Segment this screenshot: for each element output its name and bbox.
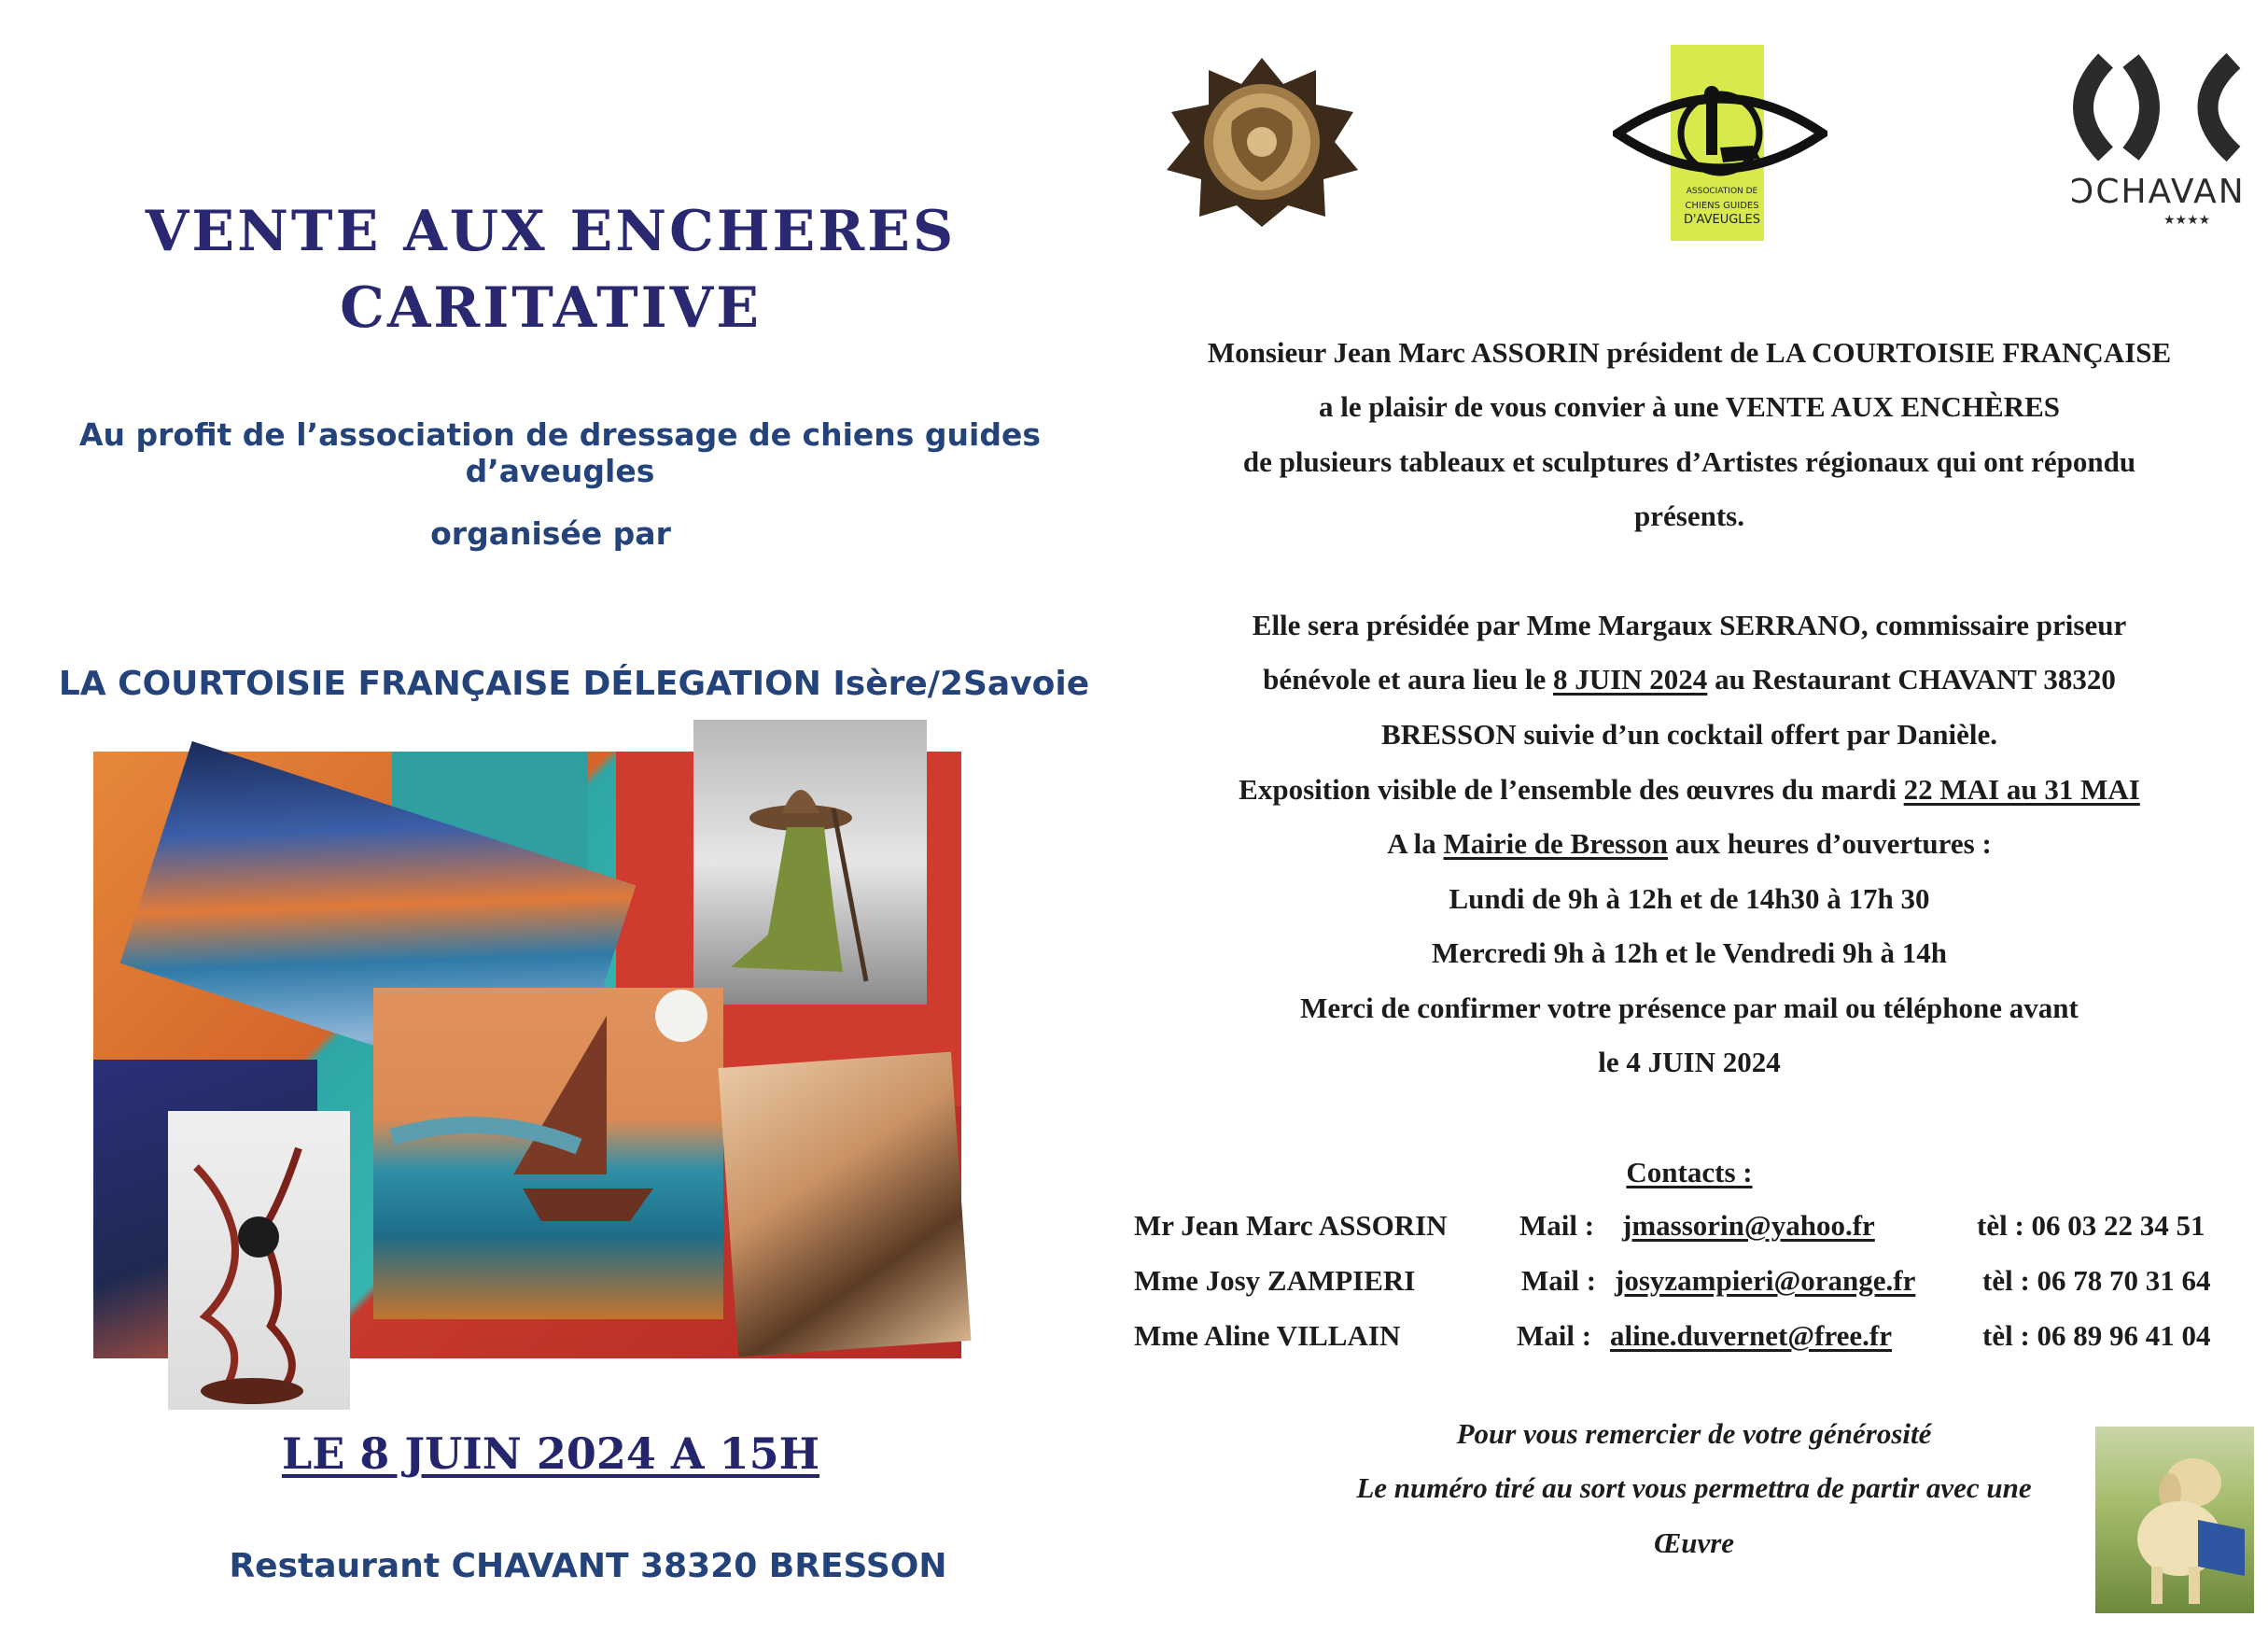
chavant-name: ↃCHAVAN <box>2070 173 2246 211</box>
exhibition-text: Exposition visible de l’ensemble des œuvres du mardi <box>1239 773 1904 806</box>
artwork-collage <box>93 752 961 1358</box>
contact-name: Mme Aline VILLAIN <box>1134 1319 1401 1352</box>
mail-label: Mail : <box>1521 1264 1597 1297</box>
title-line-2: CARITATIVE <box>340 275 762 341</box>
guide-dog-association-logo <box>1613 45 1827 241</box>
exhibition-place-line <box>1111 827 2268 861</box>
contacts-heading: Contacts : <box>1626 1156 1753 1188</box>
exhibition-dates: 22 MAI au 31 MAI <box>1903 773 2140 806</box>
opening-hours-2: Mercredi 9h à 12h et le Vendredi 9h à 14h <box>1432 936 1947 969</box>
invitation-line-2: a le plaisir de vous convier à une VENTE AUX ENCHÈRES <box>1318 390 2061 423</box>
wire-figure-icon <box>168 1111 350 1410</box>
title-line-1: VENTE AUX ENCHERES <box>145 199 957 264</box>
eye-dog-icon <box>1613 82 1827 185</box>
thanks-line-2: Le numéro tiré au sort vous permettra de partir avec une <box>1356 1471 2032 1504</box>
presided-line: Elle sera présidée par Mme Margaux SERRANO, commissaire priseur <box>1252 609 2127 641</box>
contact-email-link[interactable]: josyzampieri@orange.fr <box>1615 1264 1916 1297</box>
thanks-line-3: Œuvre <box>1653 1526 1735 1559</box>
courtoisie-francaise-emblem <box>1157 56 1367 229</box>
sailboat-icon <box>373 988 723 1319</box>
artwork-wire-sculpture <box>168 1111 350 1410</box>
date-venue-text-a: bénévole et aura lieu le <box>1263 663 1553 696</box>
thanks-line-1: Pour vous remercier de votre générosité <box>1456 1417 1932 1450</box>
invitation-line-4: présents. <box>1634 499 1744 532</box>
event-date-heading: LE 8 JUIN 2024 A 15H <box>281 1428 820 1479</box>
chavant-stars: ★★★★ <box>2163 213 2211 228</box>
date-venue-text-b: au Restaurant CHAVANT 38320 <box>1707 663 2116 696</box>
organised-by: organisée par <box>430 515 671 552</box>
guide-dog-logo-text-3: D'AVEUGLES <box>1683 213 1761 227</box>
exhibition-place-b: aux heures d’ouvertures : <box>1668 827 1992 860</box>
chavant-monogram-icon <box>2070 51 2268 163</box>
exhibition-place: Mairie de Bresson <box>1443 827 1669 860</box>
contact-name: Mme Josy ZAMPIERI <box>1134 1264 1416 1297</box>
subtitle: Au profit de l’association de dressage de chiens guides d’aveugles <box>78 416 1041 489</box>
pilgrim-figure-icon <box>693 720 927 1005</box>
confirm-line-2: le 4 JUIN 2024 <box>1598 1046 1781 1078</box>
puppy-icon <box>2095 1427 2254 1613</box>
guide-dog-puppy-photo <box>2095 1427 2254 1613</box>
date-venue-line <box>1111 663 2268 696</box>
invitation-line-1: Monsieur Jean Marc ASSORIN président de LA COURTOISIE FRANÇAISE <box>1207 336 2172 369</box>
artwork-hand-painting <box>718 1052 971 1357</box>
invitation-line-3: de plusieurs tableaux et sculptures d’Artistes régionaux qui ont répondu <box>1242 445 2136 478</box>
mail-label: Mail : <box>1519 1209 1595 1242</box>
mail-label: Mail : <box>1517 1319 1592 1352</box>
venue: Restaurant CHAVANT 38320 BRESSON <box>229 1547 947 1585</box>
contact-phone: tèl : 06 89 96 41 04 <box>1982 1319 2211 1352</box>
contact-name: Mr Jean Marc ASSORIN <box>1134 1209 1448 1242</box>
opening-hours-1: Lundi de 9h à 12h et de 14h30 à 17h 30 <box>1449 882 1930 915</box>
artwork-boat-painting <box>373 988 723 1319</box>
guide-dog-logo-text-1: ASSOCIATION DE <box>1686 187 1758 196</box>
auction-date: 8 JUIN 2024 <box>1552 663 1708 696</box>
exhibition-line <box>1111 773 2268 807</box>
organiser-name: LA COURTOISIE FRANÇAISE DÉLEGATION Isère/2Savoie <box>58 665 1090 703</box>
chavant-logo <box>2070 51 2268 238</box>
cocktail-line: BRESSON suivie d’un cocktail offert par Danièle. <box>1381 718 1997 751</box>
contact-email-link[interactable]: aline.duvernet@free.fr <box>1610 1319 1893 1352</box>
exhibition-place-a: A la <box>1387 827 1444 860</box>
contact-phone: tèl : 06 03 22 34 51 <box>1977 1209 2205 1242</box>
guide-dog-logo-text-2: CHIENS GUIDES <box>1685 201 1759 211</box>
contact-phone: tèl : 06 78 70 31 64 <box>1982 1264 2211 1297</box>
emblem-icon <box>1157 56 1367 229</box>
artwork-pilgrim-sculpture <box>693 720 927 1005</box>
contact-email-link[interactable]: jmassorin@yahoo.fr <box>1622 1209 1875 1242</box>
confirm-line-1: Merci de confirmer votre présence par mail ou téléphone avant <box>1300 991 2079 1024</box>
